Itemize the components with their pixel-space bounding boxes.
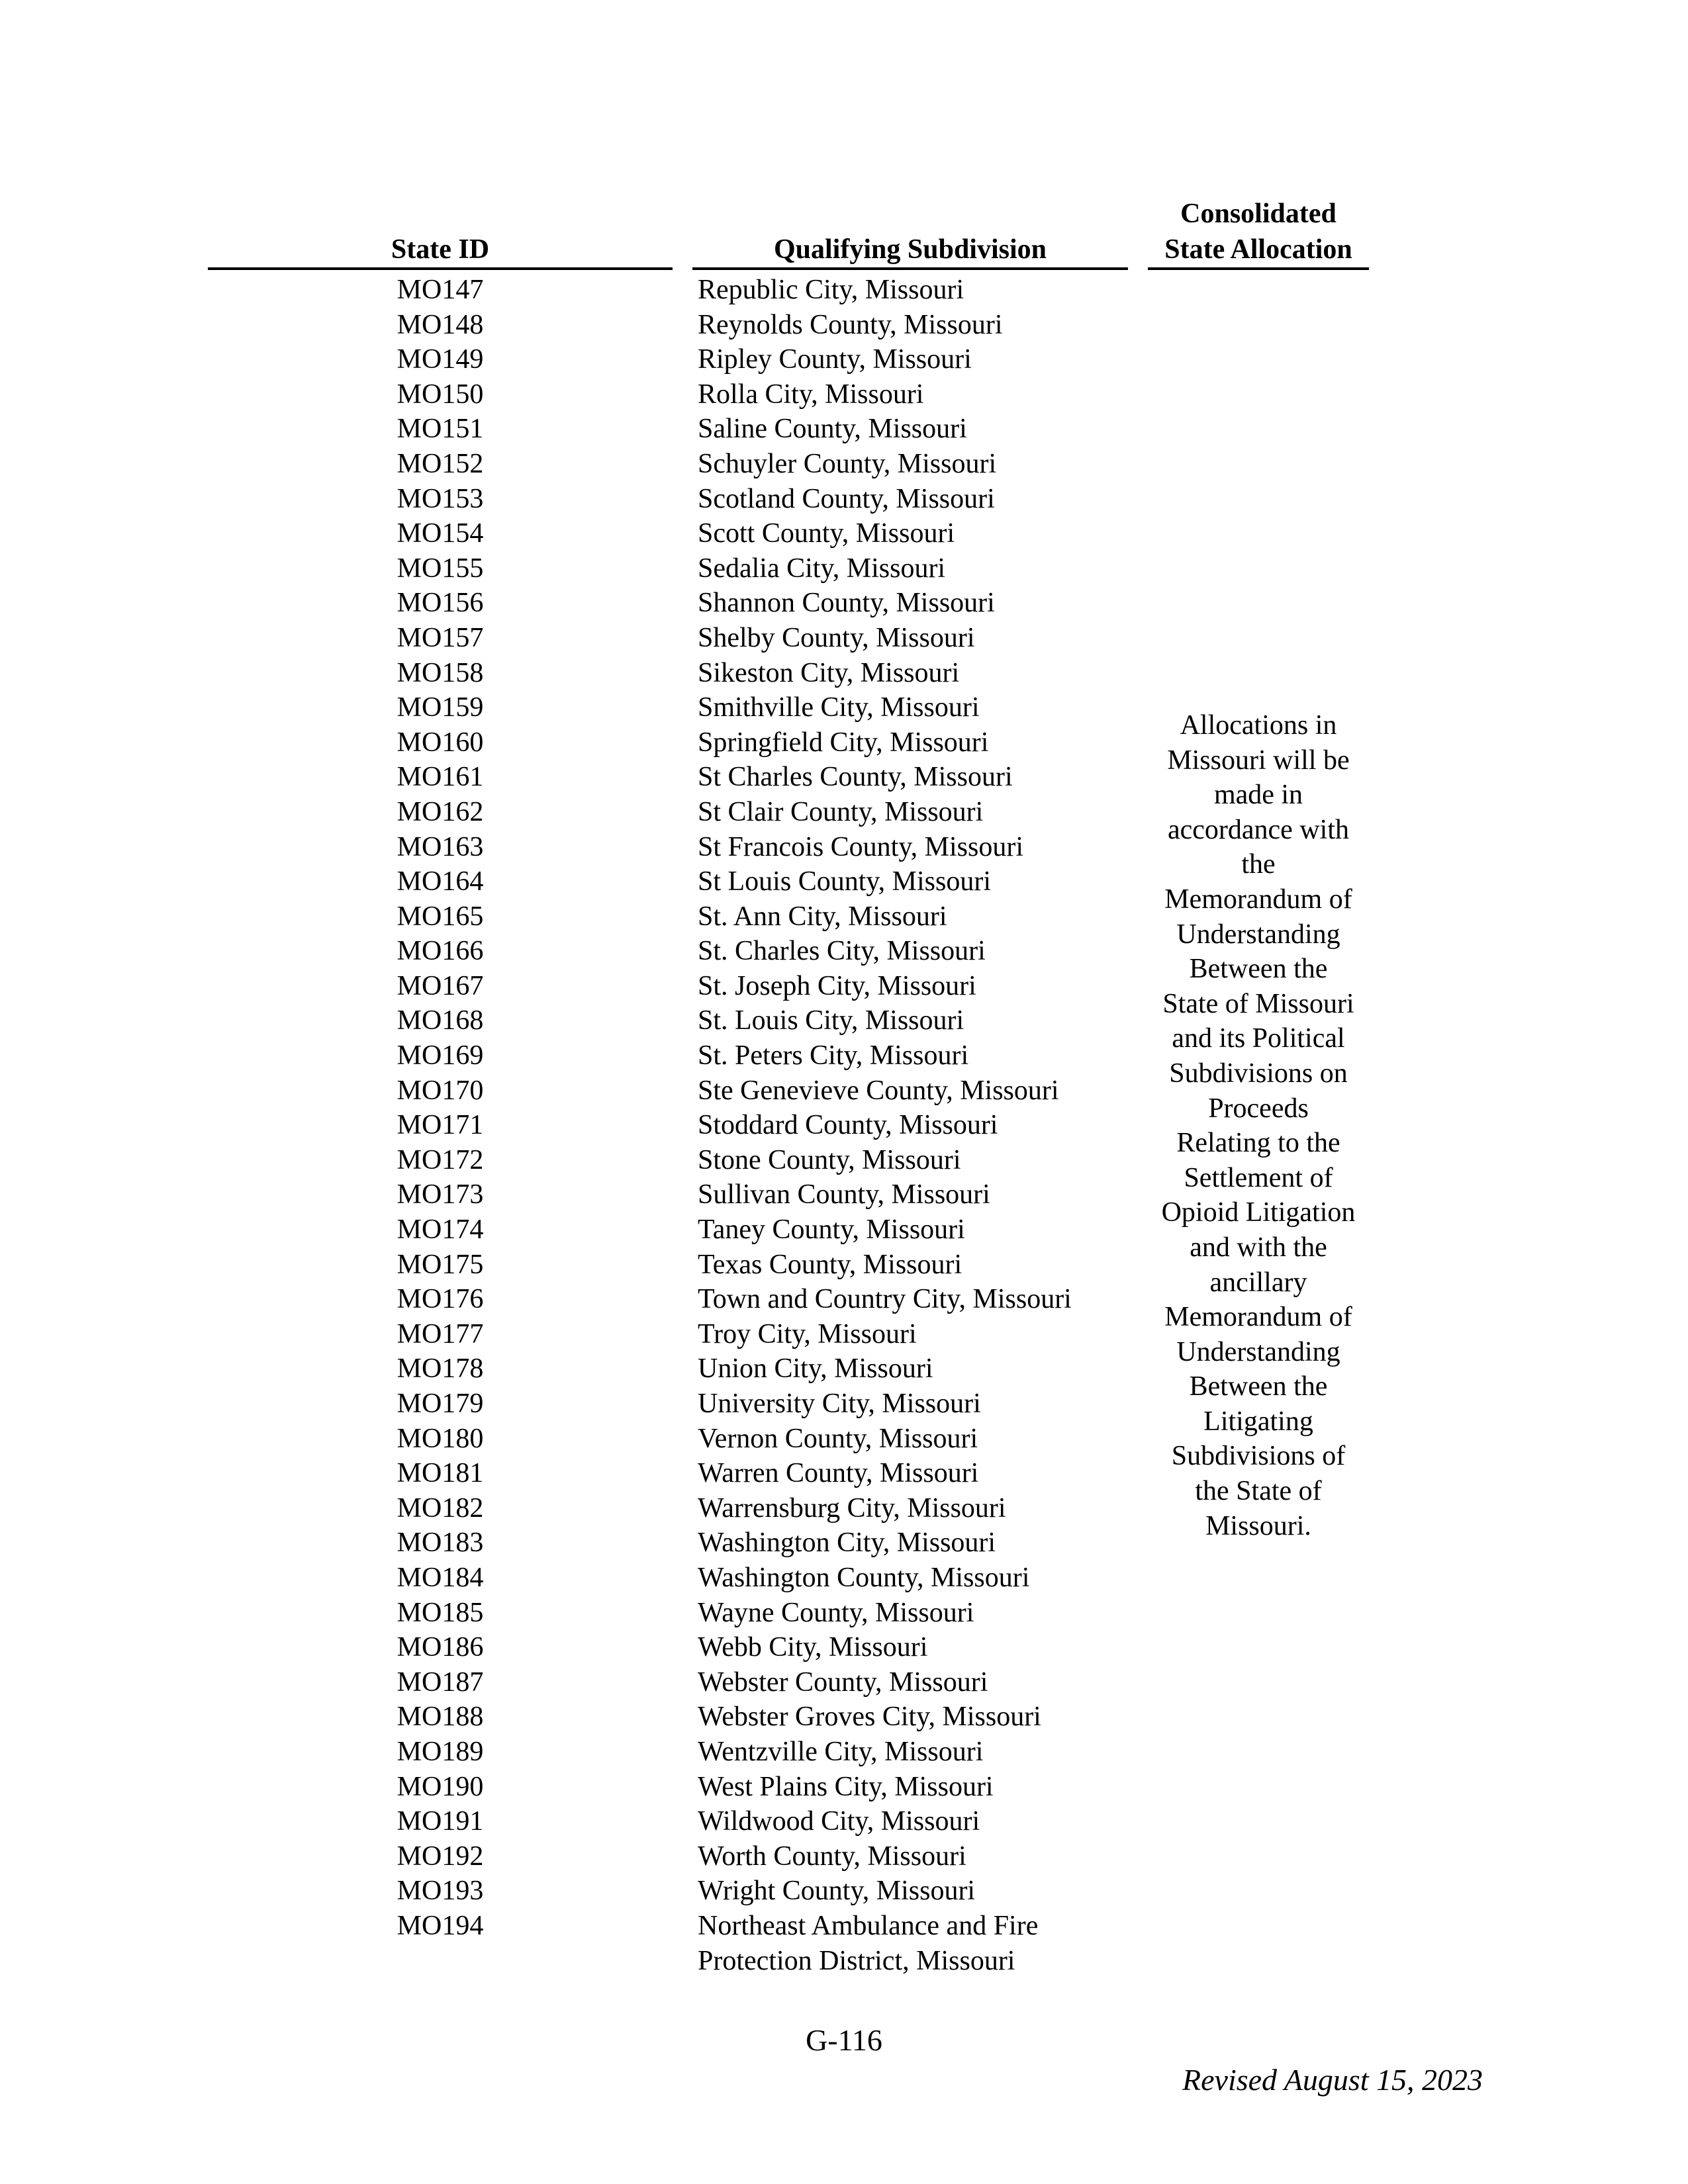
state-id-cell: MO173: [397, 1179, 484, 1210]
table-row: [0, 969, 1688, 1004]
subdivision-cell: Town and Country City, Missouri: [698, 1284, 1072, 1315]
allocation-note-line: Proceeds: [1208, 1093, 1309, 1124]
subdivision-cell: Wildwood City, Missouri: [698, 1806, 980, 1837]
allocation-note-line: Allocations in: [1180, 710, 1337, 741]
state-id-cell: MO159: [397, 692, 484, 723]
table-row: [0, 1038, 1688, 1073]
subdivision-cell: Schuyler County, Missouri: [698, 448, 997, 479]
header-consolidated-state-allocation: Consolidated State Allocation: [1148, 196, 1369, 270]
table-row: [0, 308, 1688, 343]
table-row: [0, 1874, 1688, 1909]
table-row: [0, 656, 1688, 691]
subdivision-cell: Saline County, Missouri: [698, 414, 967, 445]
allocation-note: [1148, 708, 1369, 1543]
state-id-cell: MO154: [397, 518, 484, 549]
subdivision-cell: Troy City, Missouri: [698, 1318, 917, 1349]
table-row: [0, 412, 1688, 447]
subdivision-cell: St Clair County, Missouri: [698, 796, 984, 827]
state-id-cell: MO179: [397, 1388, 484, 1419]
header-qualifying-subdivision: Qualifying Subdivision: [692, 232, 1128, 270]
allocation-note-line: Relating to the: [1176, 1128, 1340, 1159]
allocation-note-line: Settlement of: [1184, 1162, 1333, 1193]
subdivision-cell: Taney County, Missouri: [698, 1214, 965, 1246]
page-number: G-116: [806, 2023, 882, 2057]
table-row: [0, 342, 1688, 377]
allocation-note-line: Missouri will be: [1167, 745, 1350, 776]
table-row: [0, 377, 1688, 412]
state-id-cell: MO194: [397, 1910, 484, 1941]
state-id-cell: MO160: [397, 727, 484, 758]
table-row: [0, 1804, 1688, 1839]
state-id-cell: MO192: [397, 1841, 484, 1872]
table-row: [0, 1596, 1688, 1631]
table-row: [0, 273, 1688, 308]
state-id-cell: MO170: [397, 1075, 484, 1106]
state-id-cell: MO185: [397, 1597, 484, 1628]
state-id-cell: MO191: [397, 1806, 484, 1837]
state-id-cell: MO167: [397, 970, 484, 1001]
allocation-note-line: and with the: [1190, 1232, 1327, 1263]
state-id-cell: MO171: [397, 1110, 484, 1141]
state-id-cell: MO169: [397, 1040, 484, 1071]
subdivision-cell: Sikeston City, Missouri: [698, 657, 960, 688]
subdivision-cell: University City, Missouri: [698, 1388, 981, 1419]
state-id-cell: MO186: [397, 1632, 484, 1663]
revised-date: Revised August 15, 2023: [1182, 2063, 1483, 2097]
allocation-note-line: and its Political: [1172, 1023, 1345, 1054]
subdivision-table-body: [0, 273, 1688, 1978]
subdivision-cell: Washington County, Missouri: [698, 1562, 1030, 1593]
allocation-note-line: the: [1241, 849, 1276, 880]
subdivision-cell: Webb City, Missouri: [698, 1632, 928, 1663]
table-row: [0, 1735, 1688, 1770]
allocation-note-line: Litigating: [1203, 1406, 1313, 1437]
subdivision-cell: Stone County, Missouri: [698, 1144, 961, 1175]
subdivision-cell: St. Ann City, Missouri: [698, 901, 947, 932]
allocation-note-line: State of Missouri: [1162, 988, 1354, 1019]
state-id-cell: MO182: [397, 1492, 484, 1524]
allocation-note-line: Memorandum of: [1164, 884, 1352, 915]
allocation-note-line: Subdivisions of: [1171, 1441, 1346, 1472]
state-id-cell: MO158: [397, 657, 484, 688]
table-row: [0, 1630, 1688, 1665]
allocation-note-line: Memorandum of: [1164, 1302, 1352, 1333]
table-row: [0, 1770, 1688, 1805]
table-row: [0, 1456, 1688, 1491]
state-id-cell: MO183: [397, 1527, 484, 1559]
subdivision-cell: Stoddard County, Missouri: [698, 1110, 998, 1141]
state-id-cell: MO150: [397, 379, 484, 410]
allocation-note-line: ancillary: [1209, 1267, 1307, 1298]
allocation-note-line: accordance with: [1167, 814, 1349, 845]
table-row: [0, 1561, 1688, 1596]
allocation-note-line: Between the: [1189, 954, 1328, 985]
state-id-cell: MO181: [397, 1458, 484, 1489]
subdivision-cell: West Plains City, Missouri: [698, 1771, 994, 1802]
subdivision-cell: Scott County, Missouri: [698, 518, 955, 549]
table-row: [0, 690, 1688, 725]
header-state-id: State ID: [208, 232, 673, 270]
table-row: [0, 1248, 1688, 1283]
subdivision-cell: Reynolds County, Missouri: [698, 309, 1003, 340]
state-id-cell: MO177: [397, 1318, 484, 1349]
state-id-cell: MO187: [397, 1666, 484, 1698]
table-row: [0, 795, 1688, 830]
state-id-cell: MO188: [397, 1702, 484, 1733]
table-row: [0, 516, 1688, 551]
subdivision-cell: St. Louis City, Missouri: [698, 1005, 964, 1036]
state-id-cell: MO163: [397, 831, 484, 862]
subdivision-cell: Webster County, Missouri: [698, 1666, 988, 1698]
table-row: [0, 1700, 1688, 1735]
table-row: [0, 1073, 1688, 1109]
subdivision-cell: Texas County, Missouri: [698, 1249, 962, 1280]
table-row: [0, 1839, 1688, 1874]
subdivision-cell: Wright County, Missouri: [698, 1876, 976, 1907]
subdivision-cell: Smithville City, Missouri: [698, 692, 980, 723]
subdivision-cell: St Louis County, Missouri: [698, 866, 992, 897]
table-row: [0, 1143, 1688, 1178]
state-id-cell: MO172: [397, 1144, 484, 1175]
subdivision-cell: St Francois County, Missouri: [698, 831, 1023, 862]
subdivision-cell: Webster Groves City, Missouri: [698, 1702, 1041, 1733]
table-row: [0, 1351, 1688, 1387]
state-id-cell: MO174: [397, 1214, 484, 1246]
subdivision-cell: Shannon County, Missouri: [698, 588, 995, 619]
state-id-cell: MO161: [397, 762, 484, 793]
subdivision-cell: St. Charles City, Missouri: [698, 936, 986, 967]
state-id-cell: MO176: [397, 1284, 484, 1315]
table-row: [0, 1108, 1688, 1143]
subdivision-cell: Ripley County, Missouri: [698, 344, 972, 375]
subdivision-cell: Shelby County, Missouri: [698, 622, 975, 653]
state-id-cell: MO148: [397, 309, 484, 340]
table-row: [0, 447, 1688, 482]
subdivision-cell: Ste Genevieve County, Missouri: [698, 1075, 1059, 1106]
table-row: [0, 1212, 1688, 1248]
table-row: [0, 1491, 1688, 1526]
allocation-note-line: Missouri.: [1205, 1510, 1311, 1541]
state-id-cell: MO162: [397, 796, 484, 827]
allocation-note-line: made in: [1213, 780, 1303, 811]
subdivision-cell: Washington City, Missouri: [698, 1527, 996, 1559]
subdivision-cell: St. Peters City, Missouri: [698, 1040, 969, 1071]
allocation-note-line: Understanding: [1176, 919, 1340, 950]
table-row: [0, 1422, 1688, 1457]
subdivision-cell: Warren County, Missouri: [698, 1458, 979, 1489]
subdivision-cell: Sullivan County, Missouri: [698, 1179, 990, 1210]
state-id-cell: MO175: [397, 1249, 484, 1280]
subdivision-cell: Worth County, Missouri: [698, 1841, 966, 1872]
table-row: [0, 1317, 1688, 1352]
state-id-cell: MO153: [397, 483, 484, 514]
subdivision-cell: Wayne County, Missouri: [698, 1597, 974, 1628]
state-id-cell: MO166: [397, 936, 484, 967]
state-id-cell: MO165: [397, 901, 484, 932]
allocation-note-line: Between the: [1189, 1371, 1328, 1402]
table-row: [0, 1177, 1688, 1212]
state-id-cell: MO151: [397, 414, 484, 445]
allocation-note-line: Subdivisions on: [1169, 1058, 1348, 1089]
state-id-cell: MO190: [397, 1771, 484, 1802]
subdivision-cell: St. Joseph City, Missouri: [698, 970, 976, 1001]
subdivision-cell: Northeast Ambulance and Fire Protection District, Missouri: [698, 1910, 1039, 1976]
subdivision-cell: Republic City, Missouri: [698, 275, 964, 305]
allocation-note-line: Understanding: [1176, 1336, 1340, 1367]
state-id-cell: MO155: [397, 553, 484, 584]
subdivision-cell: Sedalia City, Missouri: [698, 553, 946, 584]
state-id-cell: MO164: [397, 866, 484, 897]
table-row: [0, 934, 1688, 969]
subdivision-cell: Rolla City, Missouri: [698, 379, 924, 410]
table-row: [0, 899, 1688, 934]
subdivision-cell: St Charles County, Missouri: [698, 762, 1013, 793]
table-row: [0, 1665, 1688, 1700]
subdivision-cell: Scotland County, Missouri: [698, 483, 995, 514]
state-id-cell: MO149: [397, 344, 484, 375]
state-id-cell: MO152: [397, 448, 484, 479]
subdivision-cell: Vernon County, Missouri: [698, 1423, 978, 1454]
state-id-cell: MO156: [397, 588, 484, 619]
table-row: [0, 725, 1688, 760]
table-row: [0, 830, 1688, 865]
state-id-cell: MO180: [397, 1423, 484, 1454]
allocation-note-line: the State of: [1195, 1476, 1322, 1507]
table-row: [0, 1387, 1688, 1422]
subdivision-cell: Wentzville City, Missouri: [698, 1736, 984, 1767]
state-id-cell: MO147: [397, 275, 484, 305]
subdivision-cell: Warrensburg City, Missouri: [698, 1492, 1006, 1524]
table-row: [0, 864, 1688, 899]
subdivision-cell: Springfield City, Missouri: [698, 727, 989, 758]
table-row: [0, 551, 1688, 586]
table-row: [0, 1003, 1688, 1038]
state-id-cell: MO189: [397, 1736, 484, 1767]
allocation-note-line: Opioid Litigation: [1161, 1197, 1356, 1228]
state-id-cell: MO178: [397, 1353, 484, 1385]
table-row: [0, 482, 1688, 517]
state-id-cell: MO157: [397, 622, 484, 653]
subdivision-cell: Union City, Missouri: [698, 1353, 933, 1385]
table-row: [0, 1525, 1688, 1561]
table-row: [0, 586, 1688, 621]
table-row: [0, 621, 1688, 656]
state-id-cell: MO193: [397, 1876, 484, 1907]
table-row: [0, 760, 1688, 795]
state-id-cell: MO184: [397, 1562, 484, 1593]
state-id-cell: MO168: [397, 1005, 484, 1036]
table-row: [0, 1909, 1688, 1978]
table-row: [0, 1282, 1688, 1317]
